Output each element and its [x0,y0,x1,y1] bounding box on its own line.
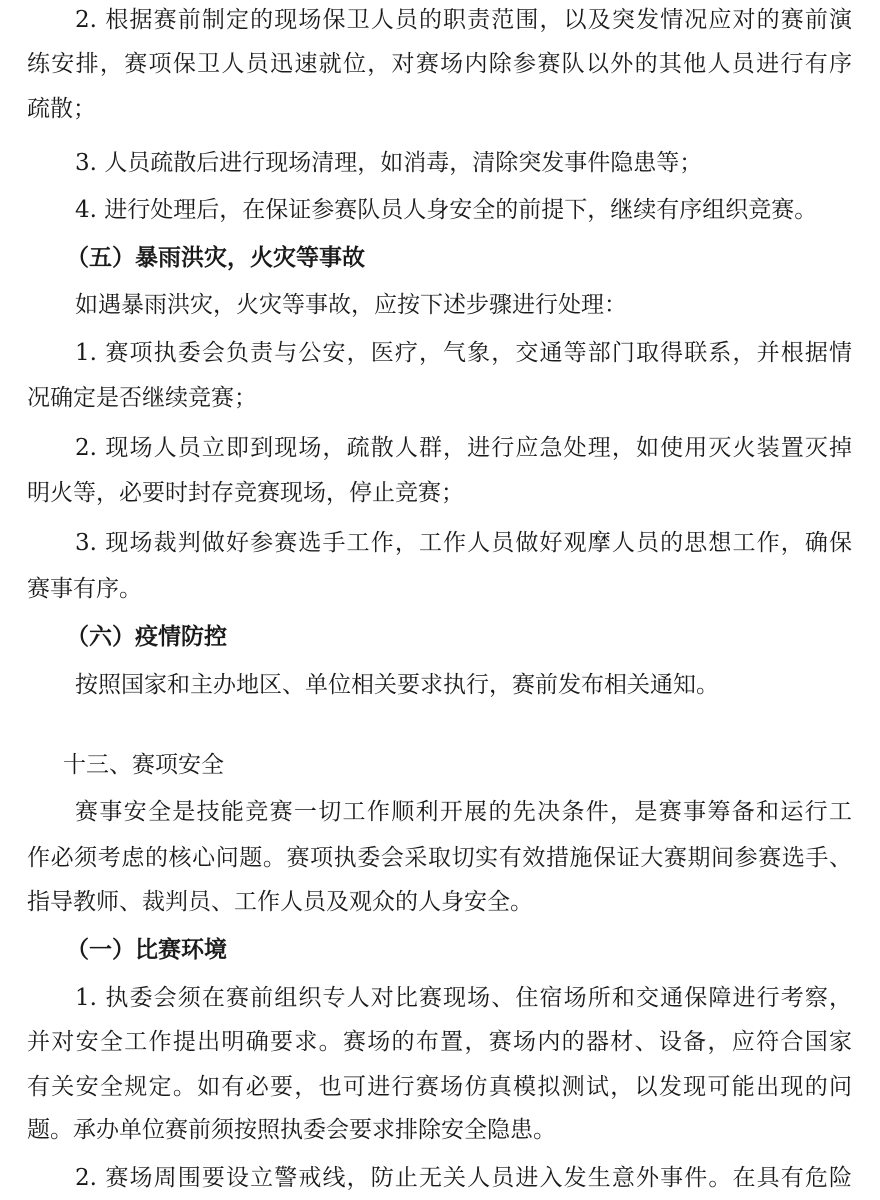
paragraph-line [0,1158,880,1198]
line-text: 明火等，必要时封存竞赛现场，停止竞赛； [27,480,464,506]
paragraph-line [0,569,880,609]
heading-text: 十三、赛项安全 [63,752,224,778]
line-text: 并对安全工作提出明确要求。赛场的布置，赛场内的器材、设备，应符合国家 [27,1029,852,1055]
line-text: 有关安全规定。如有必要，也可进行赛场仿真模拟测试，以发现可能出现的问 [27,1074,852,1100]
line-text: 1. 赛项执委会负责与公安，医疗，气象，交通等部门取得联系，并根据情 [75,340,852,366]
line-text: 赛事安全是技能竞赛一切工作顺利开展的先决条件，是赛事筹备和运行工 [75,799,852,825]
section-heading [0,930,880,970]
line-text: 3. 人员疏散后进行现场清理，如消毒，清除突发事件隐患等； [75,150,703,176]
paragraph-line [0,44,880,84]
paragraph-line [0,1067,880,1107]
paragraph-line [0,792,880,832]
paragraph-line [0,333,880,373]
paragraph-line [0,89,880,129]
line-text: 题。承办单位赛前须按照执委会要求排除安全隐患。 [27,1117,556,1143]
paragraph-line [0,285,880,325]
line-text: 作必须考虑的核心问题。赛项执委会采取切实有效措施保证大赛期间参赛选手、 [27,845,852,871]
heading-text: （六）疫情防控 [66,624,227,650]
paragraph-line [0,665,880,705]
paragraph-line [0,428,880,468]
section-heading [0,238,880,278]
line-text: 况确定是否继续竞赛； [27,385,257,411]
line-text: 按照国家和主办地区、单位相关要求执行，赛前发布相关通知。 [75,672,719,698]
line-text: 指导教师、裁判员、工作人员及观众的人身安全。 [27,889,533,915]
paragraph-line [0,473,880,513]
heading-text: （五）暴雨洪灾，火灾等事故 [66,245,365,271]
line-text: 1. 执委会须在赛前组织专人对比赛现场、住宿场所和交通保障进行考察， [75,985,852,1011]
line-text: 赛事有序。 [27,576,142,602]
paragraph-line [0,838,880,878]
line-text: 4. 进行处理后，在保证参赛队员人身安全的前提下，继续有序组织竞赛。 [75,197,818,223]
paragraph-line [0,143,880,183]
paragraph-line [0,0,880,40]
line-text: 练安排，赛项保卫人员迅速就位，对赛场内除参赛队以外的其他人员进行有序 [27,51,852,77]
line-text: 如遇暴雨洪灾，火灾等事故，应按下述步骤进行处理： [75,292,627,318]
paragraph-line [0,882,880,922]
heading-text: （一）比赛环境 [66,937,227,963]
paragraph-line [0,523,880,563]
line-text: 2. 赛场周围要设立警戒线，防止无关人员进入发生意外事件。在具有危险 [75,1165,852,1191]
line-text: 2. 根据赛前制定的现场保卫人员的职责范围，以及突发情况应对的赛前演 [75,7,852,33]
line-text: 2. 现场人员立即到现场，疏散人群，进行应急处理，如使用灭火装置灭掉 [75,435,852,461]
paragraph-line [0,190,880,230]
paragraph-line [0,1022,880,1062]
line-text: 3. 现场裁判做好参赛选手工作，工作人员做好观摩人员的思想工作，确保 [75,530,852,556]
chapter-heading [0,745,880,785]
paragraph-line [0,1110,880,1150]
section-heading [0,617,880,657]
paragraph-line [0,978,880,1018]
paragraph-line [0,378,880,418]
line-text: 疏散； [27,96,96,122]
